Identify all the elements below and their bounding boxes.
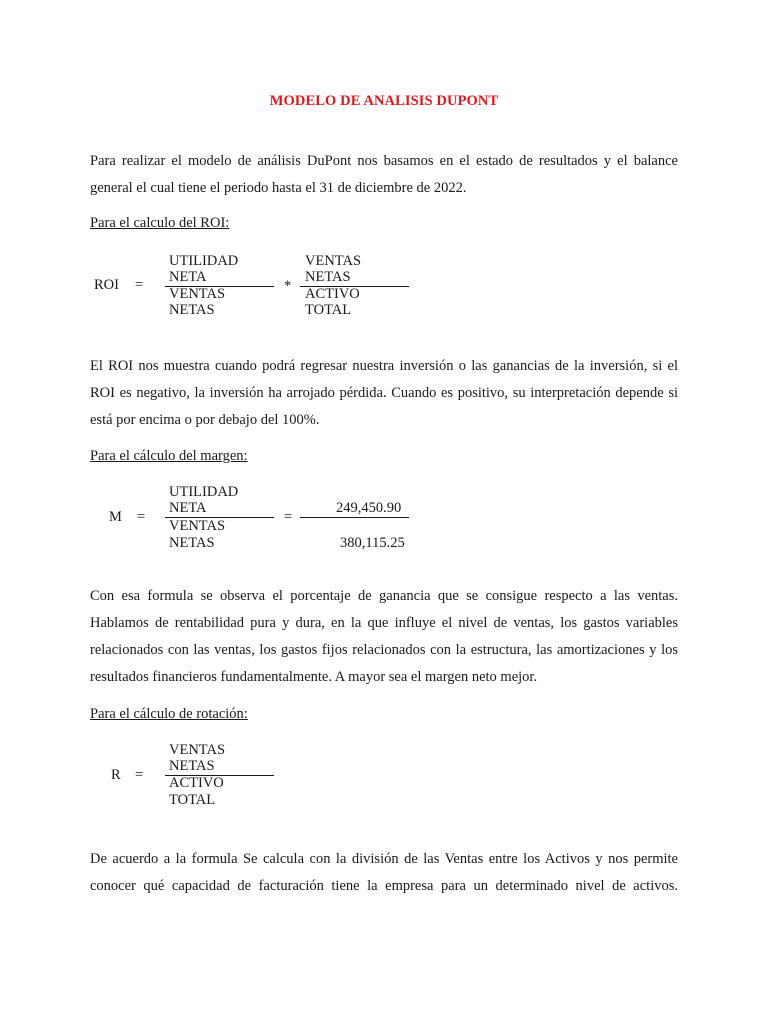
rotation-heading: Para el cálculo de rotación:	[90, 706, 248, 722]
document-title: MODELO DE ANALISIS DUPONT	[269, 93, 499, 109]
roi-frac2-num2: NETAS	[305, 269, 351, 285]
roi-frac1-den2: NETAS	[169, 302, 215, 318]
roi-frac1-num1: UTILIDAD	[169, 253, 239, 269]
margin-equals: =	[137, 509, 146, 525]
margin-value-bar	[300, 517, 409, 518]
roi-lhs: ROI	[94, 277, 119, 293]
intro-paragraph: Para realizar el modelo de análisis DuPont nos basamos en el estado de resultados y el balance general el cual tiene el periodo hasta el 31 de diciembre de 2022.	[90, 153, 678, 196]
roi-equals: =	[135, 277, 144, 293]
roi-frac2-den1: ACTIVO	[305, 286, 360, 302]
roi-explanation: El ROI nos muestra cuando podrá regresar nuestra inversión o las ganancias de la inversión, si el ROI es negativo, la inversión ha arrojado pérdida. Cuando es positivo, su interpretación depende si está por encima o por debajo del 100%.	[90, 358, 678, 428]
margin-equals-2: =	[284, 509, 293, 525]
margin-explanation: Con esa formula se observa el porcentaje de ganancia que se consigue respecto a las ventas. Hablamos de rentabilidad pura y dura, en la que influye el nivel de ventas, los gastos variables relacionados con las ventas, los gastos fijos relacionados con la estructura, las amortizaciones y los resultados financieros fundamentalmente. A mayor sea el margen neto mejor.	[90, 588, 678, 685]
rotation-frac-den2: TOTAL	[169, 792, 216, 808]
roi-frac1-num2: NETA	[169, 269, 207, 285]
rotation-explanation: De acuerdo a la formula Se calcula con la división de las Ventas entre los Activos y nos permite conocer qué capacidad de facturación tiene la empresa para un determinado nivel de activos.	[90, 851, 678, 894]
margin-value-numerator: 249,450.90	[336, 500, 402, 516]
margin-frac-num1: UTILIDAD	[169, 484, 239, 500]
roi-frac1-den1: VENTAS	[169, 286, 226, 302]
margin-value-denominator: 380,115.25	[340, 535, 405, 551]
margin-frac-den2: NETAS	[169, 535, 215, 551]
margin-heading: Para el cálculo del margen:	[90, 448, 248, 464]
roi-heading: Para el calculo del ROI:	[90, 215, 230, 231]
rotation-frac-num2: NETAS	[169, 758, 215, 774]
rotation-lhs: R	[111, 767, 121, 783]
rotation-equals: =	[135, 767, 144, 783]
margin-frac-num2: NETA	[169, 500, 207, 516]
roi-times-sign: *	[284, 278, 292, 294]
rotation-frac-num1: VENTAS	[169, 742, 226, 758]
roi-frac2-num1: VENTAS	[305, 253, 362, 269]
roi-frac2-den2: TOTAL	[305, 302, 352, 318]
margin-frac-den1: VENTAS	[169, 518, 226, 534]
rotation-frac-den1: ACTIVO	[169, 775, 224, 791]
margin-lhs: M	[109, 509, 122, 525]
